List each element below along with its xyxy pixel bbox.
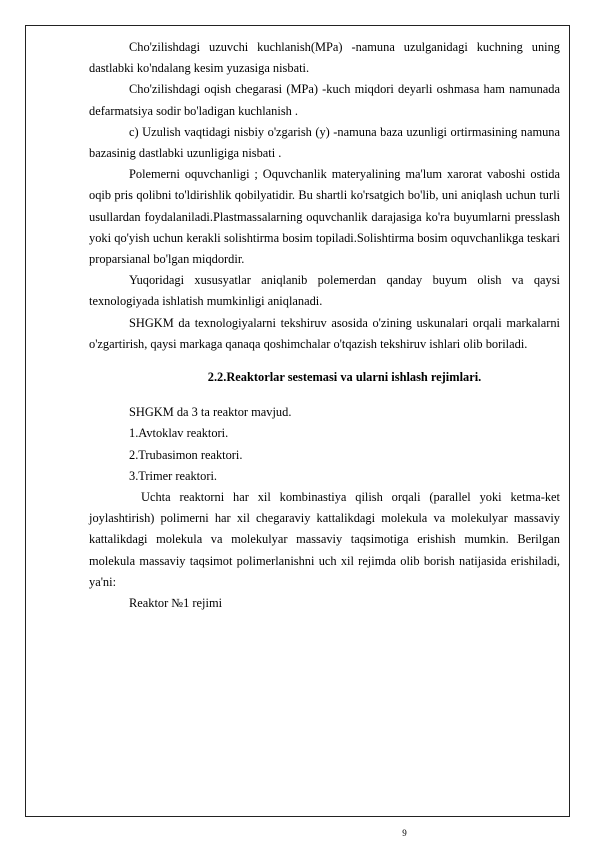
list-item: 2.Trubasimon reaktori. xyxy=(129,447,243,462)
paragraph-combination: Uchta reaktorni har xil kombinastiya qilish orqali (parallel yoki ketma-ket joylashtirish) polimerni har xil chegaraviy kattalikdagi molekula va molekulyar massaviy kattalikdagi molekula va molekulyar massaviy taqsimotiga erishish mumkin. Berilgan molekula massaviy taqsimot polimerlanishni uch xil rejimda olib borish natijasida erishiladi, ya'ni: xyxy=(89,490,560,589)
section-heading: 2.2.Reaktorlar sestemasi va ularni ishlash rejimlari. xyxy=(207,370,482,385)
paragraph-properties: Yuqoridagi xususyatlar aniqlanib polemerdan qanday buyum olish va qaysi texnologiyada ishlatish mumkinligi aniqlanadi. xyxy=(89,273,560,309)
list-item: 1.Avtoklav reaktori. xyxy=(129,426,229,441)
reactor-intro: SHGKM da 3 ta reaktor mavjud. xyxy=(129,405,292,420)
page-number: 9 xyxy=(402,828,407,838)
regime-label: Reaktor №1 rejimi xyxy=(129,596,223,611)
reactor-list xyxy=(89,402,560,487)
list-item: 3.Trimer reaktori. xyxy=(129,468,217,483)
paragraph-tensile-strength: Cho'zilishdagi uzuvchi kuchlanish(MPa) -namuna uzulganidagi kuchning uning dastlabki ko'ndalang kesim yuzasiga nisbati. xyxy=(89,40,560,76)
paragraph-testing: SHGKM da texnologiyalarni tekshiruv asosida o'zining uskunalari orqali markalarni o'zgartirish, qaysi markaga qanaqa qoshimchalar o'tqazish tekshiruv ishlari olib boriladi. xyxy=(89,315,560,351)
paragraph-yield-point: Cho'zilishdagi oqish chegarasi (MPa) -kuch miqdori deyarli oshmasa ham namunada defarmatsiya sodir bo'ladigan kuchlanish . xyxy=(89,82,560,118)
document-body xyxy=(89,37,560,614)
paragraph-elongation: c) Uzulish vaqtidagi nisbiy o'zgarish (y) -namuna baza uzunligi ortirmasining namuna bazasinig dastlabki uzunligiga nisbati . xyxy=(89,124,560,161)
paragraph-fluidity: Polemerni oquvchanligi ; Oquvchanlik materyalining ma'lum xarorat vaboshi ostida oqib pris qolibni to'ldirishlik qobilyatidir. Bu shartli ko'rsatgich bo'lib, uni aniqlash uchun turli usullardan foydalaniladi.Plastmassalarning oquvchanlik darajasiga ko'ra buyumlarni presslash yoki qo'yish uchun kerakli solishtirma bosim topiladi.Solishtirma bosim oquvchanlikga teskari proparsianal bo'lgan miqdordir. xyxy=(89,167,560,267)
